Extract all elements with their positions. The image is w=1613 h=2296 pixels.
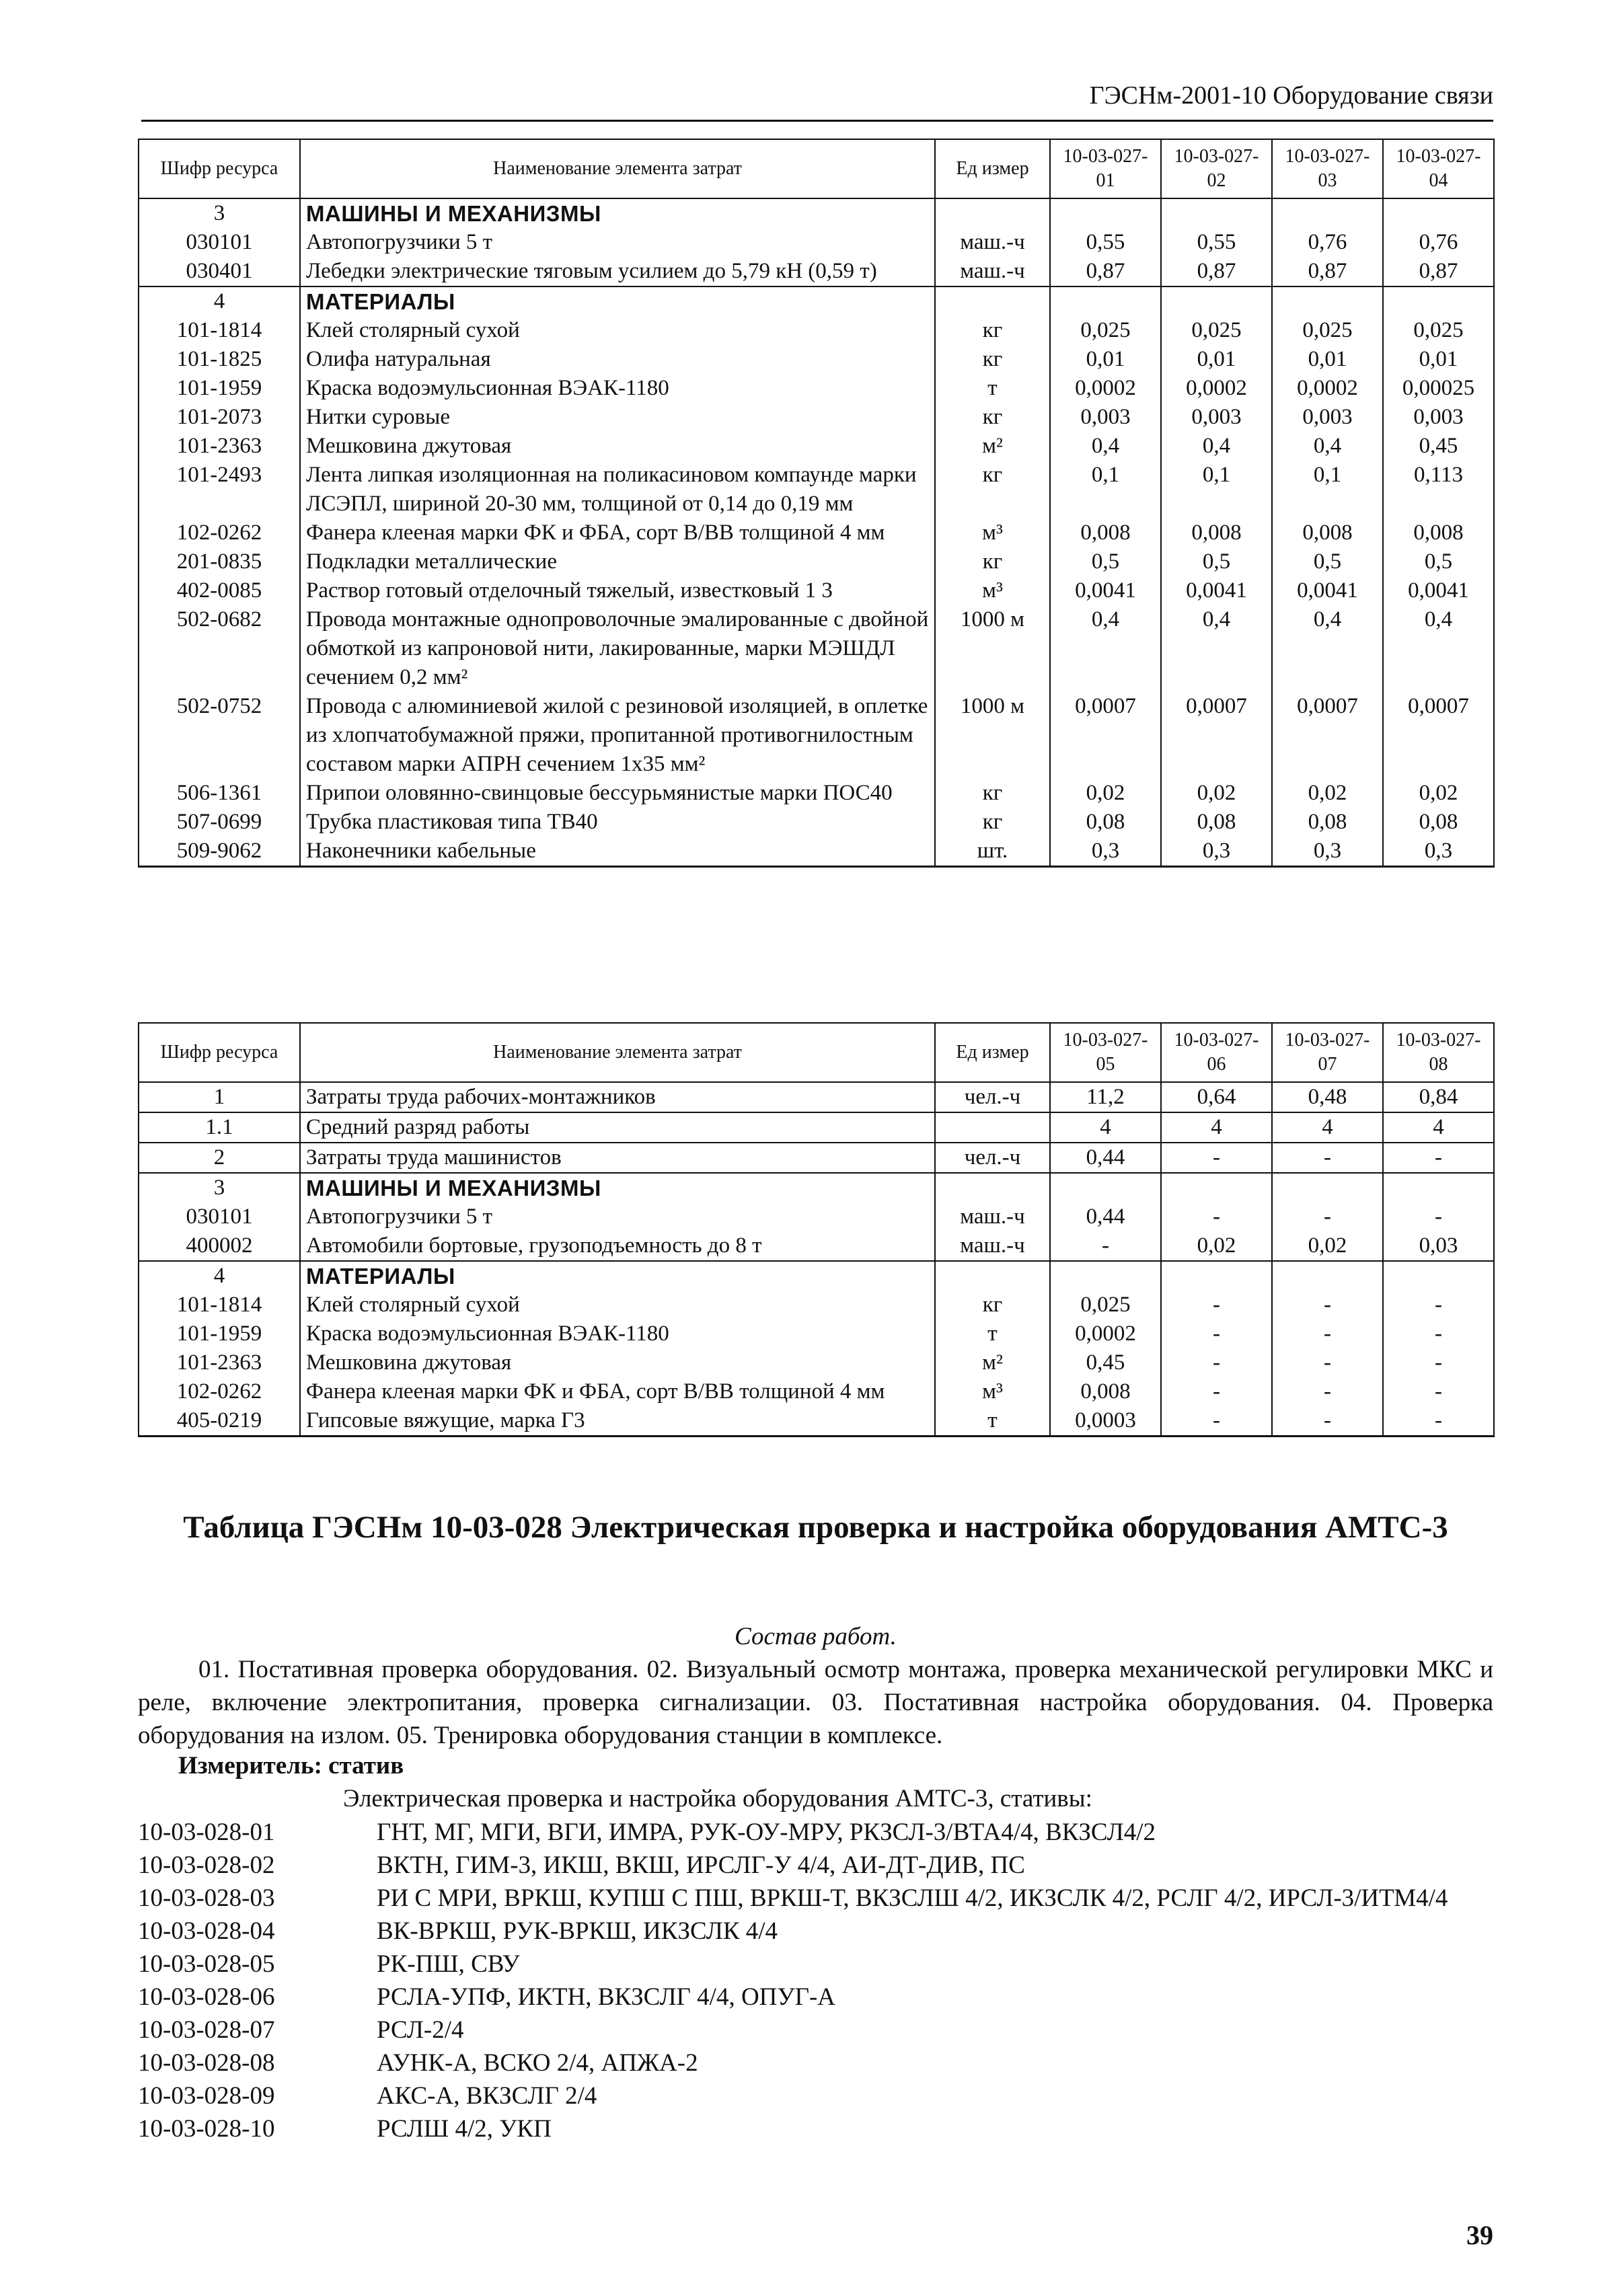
- value-cell: 0,48: [1272, 1082, 1383, 1112]
- value-cell: 0,0007: [1272, 692, 1383, 779]
- value-cell: -: [1161, 1202, 1272, 1231]
- unit-cell: кг: [935, 779, 1050, 808]
- composition-text: 01. Постативная проверка оборудования. 02. Визуальный осмотр монтажа, проверка механической регулировки МКС и реле, включение электропитания, проверка сигнализации. 03. Постативная настройка оборудования. 04. Проверка оборудования на излом. 05. Тренировка оборудования станции в комплексе.: [138, 1656, 1493, 1749]
- value-cell: 0,08: [1161, 808, 1272, 837]
- value-cell: 0,008: [1383, 519, 1494, 547]
- unit-cell: м³: [935, 519, 1050, 547]
- section-heading: МАТЕРИАЛЫ: [300, 286, 935, 316]
- value-cell: -: [1272, 1377, 1383, 1406]
- table-row: [139, 1377, 1494, 1406]
- col-header-norm: 10-03-027-04: [1383, 139, 1494, 198]
- unit-cell: кг: [935, 547, 1050, 576]
- resource-name: Подкладки металлические: [300, 547, 935, 576]
- resource-code: 101-2363: [139, 1348, 300, 1377]
- value-cell: 0,003: [1383, 403, 1494, 432]
- resource-table-2: [138, 1022, 1495, 1437]
- value-cell: 0,01: [1050, 345, 1161, 374]
- value-cell: -: [1272, 1291, 1383, 1319]
- value-cell: -: [1383, 1319, 1494, 1348]
- value-cell: 0,08: [1050, 808, 1161, 837]
- value-cell: 0,02: [1161, 1231, 1272, 1261]
- unit-cell: чел.-ч: [935, 1082, 1050, 1112]
- value-cell: 0,025: [1050, 1291, 1161, 1319]
- unit-cell: кг: [935, 345, 1050, 374]
- table-row: [139, 1291, 1494, 1319]
- empty-cell: [1272, 286, 1383, 316]
- table-row: [139, 692, 1494, 779]
- value-cell: -: [1161, 1348, 1272, 1377]
- value-cell: 0,4: [1272, 605, 1383, 692]
- value-cell: 0,0007: [1383, 692, 1494, 779]
- norm-code: 10-03-028-10: [138, 2115, 275, 2143]
- table-row: [139, 1112, 1494, 1143]
- table-row: [139, 605, 1494, 692]
- unit-cell: чел.-ч: [935, 1143, 1050, 1173]
- value-cell: -: [1050, 1231, 1161, 1261]
- value-cell: -: [1272, 1202, 1383, 1231]
- unit-cell: маш.-ч: [935, 1231, 1050, 1261]
- value-cell: 0,0003: [1050, 1406, 1161, 1437]
- value-cell: 11,2: [1050, 1082, 1161, 1112]
- value-cell: -: [1272, 1406, 1383, 1437]
- value-cell: 0,4: [1161, 605, 1272, 692]
- empty-cell: [935, 286, 1050, 316]
- resource-name: Олифа натуральная: [300, 345, 935, 374]
- norm-description: РК-ПШ, СВУ: [377, 1950, 520, 1978]
- table-row: [139, 1348, 1494, 1377]
- value-cell: 0,3: [1383, 837, 1494, 867]
- value-cell: 0,1: [1050, 461, 1161, 519]
- resource-code: 502-0682: [139, 605, 300, 692]
- value-cell: 0,01: [1161, 345, 1272, 374]
- section-heading: МАТЕРИАЛЫ: [300, 1261, 935, 1291]
- value-cell: 0,003: [1050, 403, 1161, 432]
- page-number: 39: [1466, 2220, 1493, 2250]
- value-cell: 0,4: [1161, 432, 1272, 461]
- resource-code: 030401: [139, 257, 300, 286]
- unit-cell: м²: [935, 432, 1050, 461]
- value-cell: 0,08: [1383, 808, 1494, 837]
- norm-description: АУНК-А, ВСКО 2/4, АПЖА-2: [377, 2049, 698, 2077]
- col-header-code: Шифр ресурса: [139, 139, 300, 198]
- empty-cell: [1383, 1261, 1494, 1291]
- table-row: [139, 403, 1494, 432]
- value-cell: 0,5: [1050, 547, 1161, 576]
- resource-code: 507-0699: [139, 808, 300, 837]
- unit-cell: м³: [935, 576, 1050, 605]
- value-cell: 0,003: [1161, 403, 1272, 432]
- value-cell: 0,008: [1272, 519, 1383, 547]
- resource-name: Трубка пластиковая типа ТВ40: [300, 808, 935, 837]
- value-cell: 0,84: [1383, 1082, 1494, 1112]
- norm-code: 10-03-028-07: [138, 2016, 275, 2044]
- resource-name: Наконечники кабельные: [300, 837, 935, 867]
- value-cell: 0,4: [1272, 432, 1383, 461]
- unit-cell: м²: [935, 1348, 1050, 1377]
- resource-name: Клей столярный сухой: [300, 1291, 935, 1319]
- value-cell: 0,0002: [1272, 374, 1383, 403]
- resource-name: Затраты труда машинистов: [300, 1143, 935, 1173]
- value-cell: 0,0007: [1161, 692, 1272, 779]
- col-header-name: Наименование элемента затрат: [300, 139, 935, 198]
- resource-name: Автомобили бортовые, грузоподъемность до 8 т: [300, 1231, 935, 1261]
- value-cell: 0,01: [1383, 345, 1494, 374]
- list-item: [138, 2079, 1493, 2112]
- unit-cell: 1000 м: [935, 692, 1050, 779]
- resource-name: Средний разряд работы: [300, 1112, 935, 1143]
- unit-cell: т: [935, 1406, 1050, 1437]
- resource-table-1: [138, 139, 1495, 868]
- value-cell: 4: [1383, 1112, 1494, 1143]
- value-cell: 0,025: [1161, 316, 1272, 345]
- list-item: [138, 1882, 1493, 1915]
- table-row: [139, 345, 1494, 374]
- resource-name: Затраты труда рабочих-монтажников: [300, 1082, 935, 1112]
- table-row: [139, 228, 1494, 257]
- section-row: [139, 1173, 1494, 1202]
- empty-cell: [1050, 286, 1161, 316]
- col-header-unit: Ед измер: [935, 139, 1050, 198]
- resource-name: Раствор готовый отделочный тяжелый, известковый 1 3: [300, 576, 935, 605]
- resource-name: Мешковина джутовая: [300, 1348, 935, 1377]
- value-cell: -: [1161, 1406, 1272, 1437]
- running-header: [141, 81, 1493, 122]
- value-cell: 0,3: [1050, 837, 1161, 867]
- resource-code: 102-0262: [139, 1377, 300, 1406]
- value-cell: -: [1383, 1291, 1494, 1319]
- value-cell: -: [1272, 1319, 1383, 1348]
- value-cell: -: [1383, 1377, 1494, 1406]
- col-header-norm: 10-03-027-08: [1383, 1023, 1494, 1082]
- empty-cell: [935, 198, 1050, 228]
- value-cell: 0,02: [1272, 779, 1383, 808]
- resource-code: 4: [139, 1261, 300, 1291]
- table-row: [139, 257, 1494, 286]
- empty-cell: [1050, 1173, 1161, 1202]
- list-lead: Электрическая проверка и настройка оборудования АМТС-3, стативы:: [343, 1785, 1092, 1812]
- value-cell: 0,5: [1272, 547, 1383, 576]
- table-row: [139, 1231, 1494, 1261]
- value-cell: 0,0041: [1050, 576, 1161, 605]
- empty-cell: [1383, 198, 1494, 228]
- col-header-norm: 10-03-027-03: [1272, 139, 1383, 198]
- value-cell: -: [1161, 1377, 1272, 1406]
- resource-code: 030101: [139, 1202, 300, 1231]
- list-item: [138, 2014, 1493, 2046]
- list-item: [138, 1948, 1493, 1981]
- value-cell: 0,0002: [1050, 1319, 1161, 1348]
- value-cell: 0,02: [1161, 779, 1272, 808]
- value-cell: 0,87: [1272, 257, 1383, 286]
- value-cell: -: [1383, 1202, 1494, 1231]
- table-row: [139, 1406, 1494, 1437]
- norm-description: ВКТН, ГИМ-3, ИКШ, ВКШ, ИРСЛГ-У 4/4, АИ-ДТ-ДИВ, ПС: [377, 1851, 1025, 1879]
- value-cell: 4: [1050, 1112, 1161, 1143]
- empty-cell: [1272, 198, 1383, 228]
- value-cell: 0,1: [1161, 461, 1272, 519]
- empty-cell: [935, 1173, 1050, 1202]
- norm-code: 10-03-028-01: [138, 1819, 275, 1846]
- resource-code: 101-1959: [139, 374, 300, 403]
- list-item: [138, 1849, 1493, 1882]
- value-cell: 0,55: [1050, 228, 1161, 257]
- norm-code: 10-03-028-04: [138, 1917, 275, 1945]
- value-cell: 0,008: [1050, 1377, 1161, 1406]
- unit-cell: 1000 м: [935, 605, 1050, 692]
- unit-cell: кг: [935, 403, 1050, 432]
- unit-cell: кг: [935, 461, 1050, 519]
- value-cell: 0,0041: [1161, 576, 1272, 605]
- value-cell: 0,87: [1383, 257, 1494, 286]
- table-row: [139, 461, 1494, 519]
- unit-cell: маш.-ч: [935, 228, 1050, 257]
- resource-code: 201-0835: [139, 547, 300, 576]
- col-header-code: Шифр ресурса: [139, 1023, 300, 1082]
- value-cell: 0,00025: [1383, 374, 1494, 403]
- value-cell: 0,1: [1272, 461, 1383, 519]
- table-row: [139, 316, 1494, 345]
- resource-code: 3: [139, 198, 300, 228]
- empty-cell: [1383, 1173, 1494, 1202]
- norm-description: АКС-А, ВКЗСЛГ 2/4: [377, 2082, 597, 2110]
- section-row: [139, 1261, 1494, 1291]
- unit-cell: т: [935, 374, 1050, 403]
- table-row: [139, 432, 1494, 461]
- resource-code: 506-1361: [139, 779, 300, 808]
- list-item: [138, 1915, 1493, 1948]
- value-cell: -: [1383, 1406, 1494, 1437]
- resource-name: Фанера клееная марки ФК и ФБА, сорт В/ВВ толщиной 4 мм: [300, 1377, 935, 1406]
- resource-name: Фанера клееная марки ФК и ФБА, сорт В/ВВ толщиной 4 мм: [300, 519, 935, 547]
- list-item: [138, 1981, 1493, 2014]
- value-cell: 0,4: [1383, 605, 1494, 692]
- value-cell: 0,01: [1272, 345, 1383, 374]
- col-header-norm: 10-03-027-05: [1050, 1023, 1161, 1082]
- value-cell: 0,3: [1272, 837, 1383, 867]
- value-cell: 0,44: [1050, 1202, 1161, 1231]
- col-header-norm: 10-03-027-06: [1161, 1023, 1272, 1082]
- value-cell: 0,4: [1050, 605, 1161, 692]
- table-row: [139, 779, 1494, 808]
- resource-name: Нитки суровые: [300, 403, 935, 432]
- empty-cell: [1383, 286, 1494, 316]
- resource-name: Автопогрузчики 5 т: [300, 228, 935, 257]
- norm-code: 10-03-028-08: [138, 2049, 275, 2077]
- resource-code: 101-2073: [139, 403, 300, 432]
- unit-cell: м³: [935, 1377, 1050, 1406]
- table-row: [139, 1202, 1494, 1231]
- col-header-unit: Ед измер: [935, 1023, 1050, 1082]
- unit-cell: [935, 1112, 1050, 1143]
- value-cell: 0,008: [1050, 519, 1161, 547]
- resource-code: 2: [139, 1143, 300, 1173]
- value-cell: 0,55: [1161, 228, 1272, 257]
- resource-name: Лента липкая изоляционная на поликасиновом компаунде марки ЛСЭПЛ, шириной 20-30 мм, толщиной от 0,14 до 0,19 мм: [300, 461, 935, 519]
- resource-name: Мешковина джутовая: [300, 432, 935, 461]
- table-row: [139, 1082, 1494, 1112]
- value-cell: 0,113: [1383, 461, 1494, 519]
- empty-cell: [1050, 198, 1161, 228]
- table-header-row: [139, 139, 1494, 198]
- resource-code: 402-0085: [139, 576, 300, 605]
- resource-name: Автопогрузчики 5 т: [300, 1202, 935, 1231]
- resource-code: 405-0219: [139, 1406, 300, 1437]
- value-cell: 0,3: [1161, 837, 1272, 867]
- value-cell: 0,02: [1383, 779, 1494, 808]
- empty-cell: [1161, 286, 1272, 316]
- value-cell: 0,0041: [1272, 576, 1383, 605]
- value-cell: 4: [1161, 1112, 1272, 1143]
- value-cell: 4: [1272, 1112, 1383, 1143]
- list-item: [138, 2112, 1493, 2145]
- value-cell: 0,45: [1383, 432, 1494, 461]
- value-cell: -: [1272, 1348, 1383, 1377]
- norm-description: РСЛА-УПФ, ИКТН, ВКЗСЛГ 4/4, ОПУГ-А: [377, 1983, 836, 2011]
- unit-cell: шт.: [935, 837, 1050, 867]
- unit-cell: кг: [935, 316, 1050, 345]
- resource-code: 101-1959: [139, 1319, 300, 1348]
- unit-cell: кг: [935, 808, 1050, 837]
- norm-description: РСЛ-2/4: [377, 2016, 464, 2044]
- empty-cell: [1161, 198, 1272, 228]
- norm-code: 10-03-028-03: [138, 1884, 275, 1912]
- norm-list: [138, 1816, 1493, 2145]
- resource-name: Краска водоэмульсионная ВЭАК-1180: [300, 1319, 935, 1348]
- composition-label: Состав работ.: [735, 1623, 897, 1650]
- value-cell: 0,025: [1383, 316, 1494, 345]
- norm-code: 10-03-028-09: [138, 2082, 275, 2110]
- table-header-row: [139, 1023, 1494, 1082]
- value-cell: -: [1383, 1348, 1494, 1377]
- norm-description: РИ С МРИ, ВРКШ, КУПШ С ПШ, ВРКШ-Т, ВКЗСЛШ 4/2, ИКЗСЛК 4/2, РСЛГ 4/2, ИРСЛ-3/ИТМ4/4: [377, 1884, 1448, 1912]
- norm-code: 10-03-028-06: [138, 1983, 275, 2011]
- empty-cell: [1272, 1261, 1383, 1291]
- resource-code: 101-1814: [139, 316, 300, 345]
- section-row: [139, 286, 1494, 316]
- resource-name: Провода с алюминиевой жилой с резиновой изоляцией, в оплетке из хлопчатобумажной пряжи, пропитанной противогнилостным составом марки АПРН сечением 1х35 мм²: [300, 692, 935, 779]
- norm-description: РСЛШ 4/2, УКП: [377, 2115, 552, 2143]
- value-cell: 0,87: [1161, 257, 1272, 286]
- resource-code: 3: [139, 1173, 300, 1202]
- resource-code: 101-1814: [139, 1291, 300, 1319]
- table-row: [139, 576, 1494, 605]
- header-title: ГЭСНм-2001-10 Оборудование связи: [1089, 81, 1493, 110]
- value-cell: 0,45: [1050, 1348, 1161, 1377]
- table-row: [139, 1319, 1494, 1348]
- value-cell: 0,025: [1272, 316, 1383, 345]
- empty-cell: [1161, 1173, 1272, 1202]
- unit-cell: маш.-ч: [935, 257, 1050, 286]
- value-cell: -: [1161, 1143, 1272, 1173]
- value-cell: 0,76: [1383, 228, 1494, 257]
- value-cell: 0,76: [1272, 228, 1383, 257]
- table-row: [139, 547, 1494, 576]
- empty-cell: [935, 1261, 1050, 1291]
- table-row: [139, 374, 1494, 403]
- empty-cell: [1050, 1261, 1161, 1291]
- value-cell: 0,5: [1383, 547, 1494, 576]
- section-title: Таблица ГЭСНм 10-03-028 Электрическая проверка и настройка оборудования АМТС-3: [183, 1510, 1448, 1545]
- resource-name: Провода монтажные однопроволочные эмалированные с двойной обмоткой из капроновой нити, лакированные, марки МЭШДЛ сечением 0,2 мм²: [300, 605, 935, 692]
- value-cell: 0,0007: [1050, 692, 1161, 779]
- resource-code: 1: [139, 1082, 300, 1112]
- value-cell: 0,02: [1050, 779, 1161, 808]
- table-row: [139, 837, 1494, 867]
- resource-name: Краска водоэмульсионная ВЭАК-1180: [300, 374, 935, 403]
- section-heading: МАШИНЫ И МЕХАНИЗМЫ: [300, 198, 935, 228]
- value-cell: 0,4: [1050, 432, 1161, 461]
- norm-code: 10-03-028-05: [138, 1950, 275, 1978]
- norm-description: ГНТ, МГ, МГИ, ВГИ, ИМРА, РУК-ОУ-МРУ, РКЗСЛ-3/ВТА4/4, ВКЗСЛ4/2: [377, 1819, 1156, 1846]
- value-cell: 0,008: [1161, 519, 1272, 547]
- value-cell: 0,02: [1272, 1231, 1383, 1261]
- value-cell: 0,64: [1161, 1082, 1272, 1112]
- value-cell: -: [1383, 1143, 1494, 1173]
- value-cell: -: [1161, 1319, 1272, 1348]
- resource-code: 102-0262: [139, 519, 300, 547]
- value-cell: 0,003: [1272, 403, 1383, 432]
- col-header-norm: 10-03-027-01: [1050, 139, 1161, 198]
- resource-code: 101-2493: [139, 461, 300, 519]
- value-cell: 0,025: [1050, 316, 1161, 345]
- col-header-norm: 10-03-027-07: [1272, 1023, 1383, 1082]
- resource-code: 030101: [139, 228, 300, 257]
- measure-unit: Измеритель: статив: [178, 1752, 404, 1780]
- list-item: [138, 1816, 1493, 1849]
- norm-description: ВК-ВРКШ, РУК-ВРКШ, ИКЗСЛК 4/4: [377, 1917, 778, 1945]
- value-cell: 0,03: [1383, 1231, 1494, 1261]
- table-row: [139, 808, 1494, 837]
- empty-cell: [1161, 1261, 1272, 1291]
- resource-name: Гипсовые вяжущие, марка Г3: [300, 1406, 935, 1437]
- col-header-name: Наименование элемента затрат: [300, 1023, 935, 1082]
- value-cell: -: [1272, 1143, 1383, 1173]
- value-cell: 0,87: [1050, 257, 1161, 286]
- value-cell: -: [1161, 1291, 1272, 1319]
- unit-cell: кг: [935, 1291, 1050, 1319]
- resource-code: 509-9062: [139, 837, 300, 867]
- resource-code: 4: [139, 286, 300, 316]
- resource-code: 502-0752: [139, 692, 300, 779]
- resource-name: Лебедки электрические тяговым усилием до 5,79 кН (0,59 т): [300, 257, 935, 286]
- table-row: [139, 1143, 1494, 1173]
- list-item: [138, 2046, 1493, 2079]
- resource-name: Припои оловянно-свинцовые бессурьмянистые марки ПОС40: [300, 779, 935, 808]
- resource-code: 400002: [139, 1231, 300, 1261]
- norm-code: 10-03-028-02: [138, 1851, 275, 1879]
- section-row: [139, 198, 1494, 228]
- section-heading: МАШИНЫ И МЕХАНИЗМЫ: [300, 1173, 935, 1202]
- resource-code: 1.1: [139, 1112, 300, 1143]
- unit-cell: т: [935, 1319, 1050, 1348]
- value-cell: 0,08: [1272, 808, 1383, 837]
- value-cell: 0,0002: [1161, 374, 1272, 403]
- unit-cell: маш.-ч: [935, 1202, 1050, 1231]
- empty-cell: [1272, 1173, 1383, 1202]
- resource-code: 101-1825: [139, 345, 300, 374]
- value-cell: 0,44: [1050, 1143, 1161, 1173]
- resource-name: Клей столярный сухой: [300, 316, 935, 345]
- table-row: [139, 519, 1494, 547]
- value-cell: 0,5: [1161, 547, 1272, 576]
- col-header-norm: 10-03-027-02: [1161, 139, 1272, 198]
- value-cell: 0,0002: [1050, 374, 1161, 403]
- value-cell: 0,0041: [1383, 576, 1494, 605]
- resource-code: 101-2363: [139, 432, 300, 461]
